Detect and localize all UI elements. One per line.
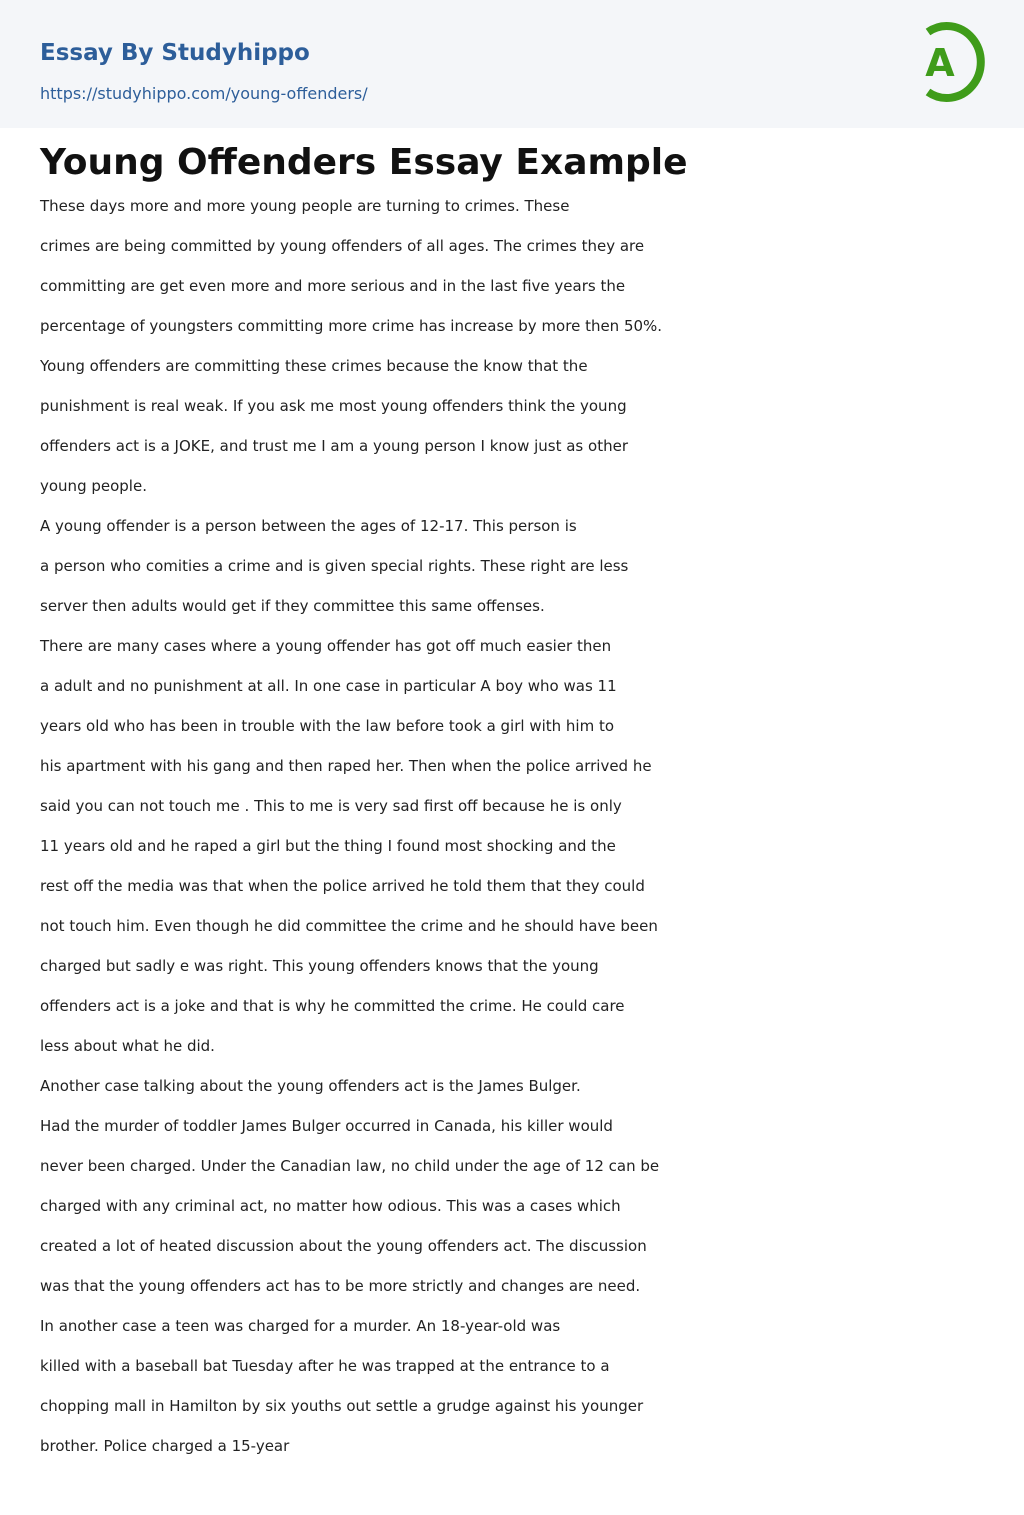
page-header — [0, 0, 1024, 128]
essay-line: a adult and no punishment at all. In one case in particular A boy who was 11 — [40, 677, 617, 695]
page-title: Young Offenders Essay Example — [40, 142, 688, 183]
source-url-link[interactable]: https://studyhippo.com/young-offenders/ — [40, 84, 368, 103]
essay-line: chopping mall in Hamilton by six youths out settle a grudge against his younger — [40, 1397, 644, 1415]
essay-line: punishment is real weak. If you ask me most young offenders think the young — [40, 397, 627, 415]
essay-line: committing are get even more and more serious and in the last five years the — [40, 277, 626, 295]
essay-line: a person who comities a crime and is given special rights. These right are less — [40, 557, 629, 575]
essay-line: offenders act is a joke and that is why he committed the crime. He could care — [40, 997, 625, 1015]
essay-line: 11 years old and he raped a girl but the thing I found most shocking and the — [40, 837, 616, 855]
studyhippo-logo-icon[interactable] — [912, 18, 988, 106]
essay-line: not touch him. Even though he did committee the crime and he should have been — [40, 917, 658, 935]
essay-line: In another case a teen was charged for a murder. An 18-year-old was — [40, 1317, 561, 1335]
essay-line: young people. — [40, 477, 147, 495]
essay-line: rest off the media was that when the police arrived he told them that they could — [40, 877, 645, 895]
essay-line: killed with a baseball bat Tuesday after he was trapped at the entrance to a — [40, 1357, 610, 1375]
essay-line: charged but sadly e was right. This young offenders knows that the young — [40, 957, 599, 975]
essay-line: Young offenders are committing these crimes because the know that the — [40, 357, 588, 375]
essay-line: said you can not touch me . This to me is very sad first off because he is only — [40, 797, 622, 815]
essay-line: These days more and more young people are turning to crimes. These — [40, 197, 570, 215]
essay-line: less about what he did. — [40, 1037, 215, 1055]
essay-line: offenders act is a JOKE, and trust me I am a young person I know just as other — [40, 437, 628, 455]
essay-line: charged with any criminal act, no matter how odious. This was a cases which — [40, 1197, 621, 1215]
essay-line: was that the young offenders act has to be more strictly and changes are need. — [40, 1277, 641, 1295]
essay-line: percentage of youngsters committing more crime has increase by more then 50%. — [40, 317, 663, 335]
essay-line: There are many cases where a young offender has got off much easier then — [40, 637, 612, 655]
essay-line: created a lot of heated discussion about the young offenders act. The discussion — [40, 1237, 647, 1255]
essay-line: crimes are being committed by young offenders of all ages. The crimes they are — [40, 237, 645, 255]
essay-line: never been charged. Under the Canadian law, no child under the age of 12 can be — [40, 1157, 660, 1175]
essay-line: server then adults would get if they committee this same offenses. — [40, 597, 545, 615]
logo-letter: A — [925, 41, 955, 85]
essay-line: his apartment with his gang and then raped her. Then when the police arrived he — [40, 757, 652, 775]
essay-line: Had the murder of toddler James Bulger occurred in Canada, his killer would — [40, 1117, 613, 1135]
essay-line: years old who has been in trouble with the law before took a girl with him to — [40, 717, 615, 735]
site-brand[interactable]: Essay By Studyhippo — [40, 40, 310, 66]
essay-body — [40, 196, 760, 1476]
essay-line: Another case talking about the young offenders act is the James Bulger. — [40, 1077, 581, 1095]
essay-line: A young offender is a person between the ages of 12-17. This person is — [40, 517, 577, 535]
essay-line: brother. Police charged a 15-year — [40, 1437, 290, 1455]
